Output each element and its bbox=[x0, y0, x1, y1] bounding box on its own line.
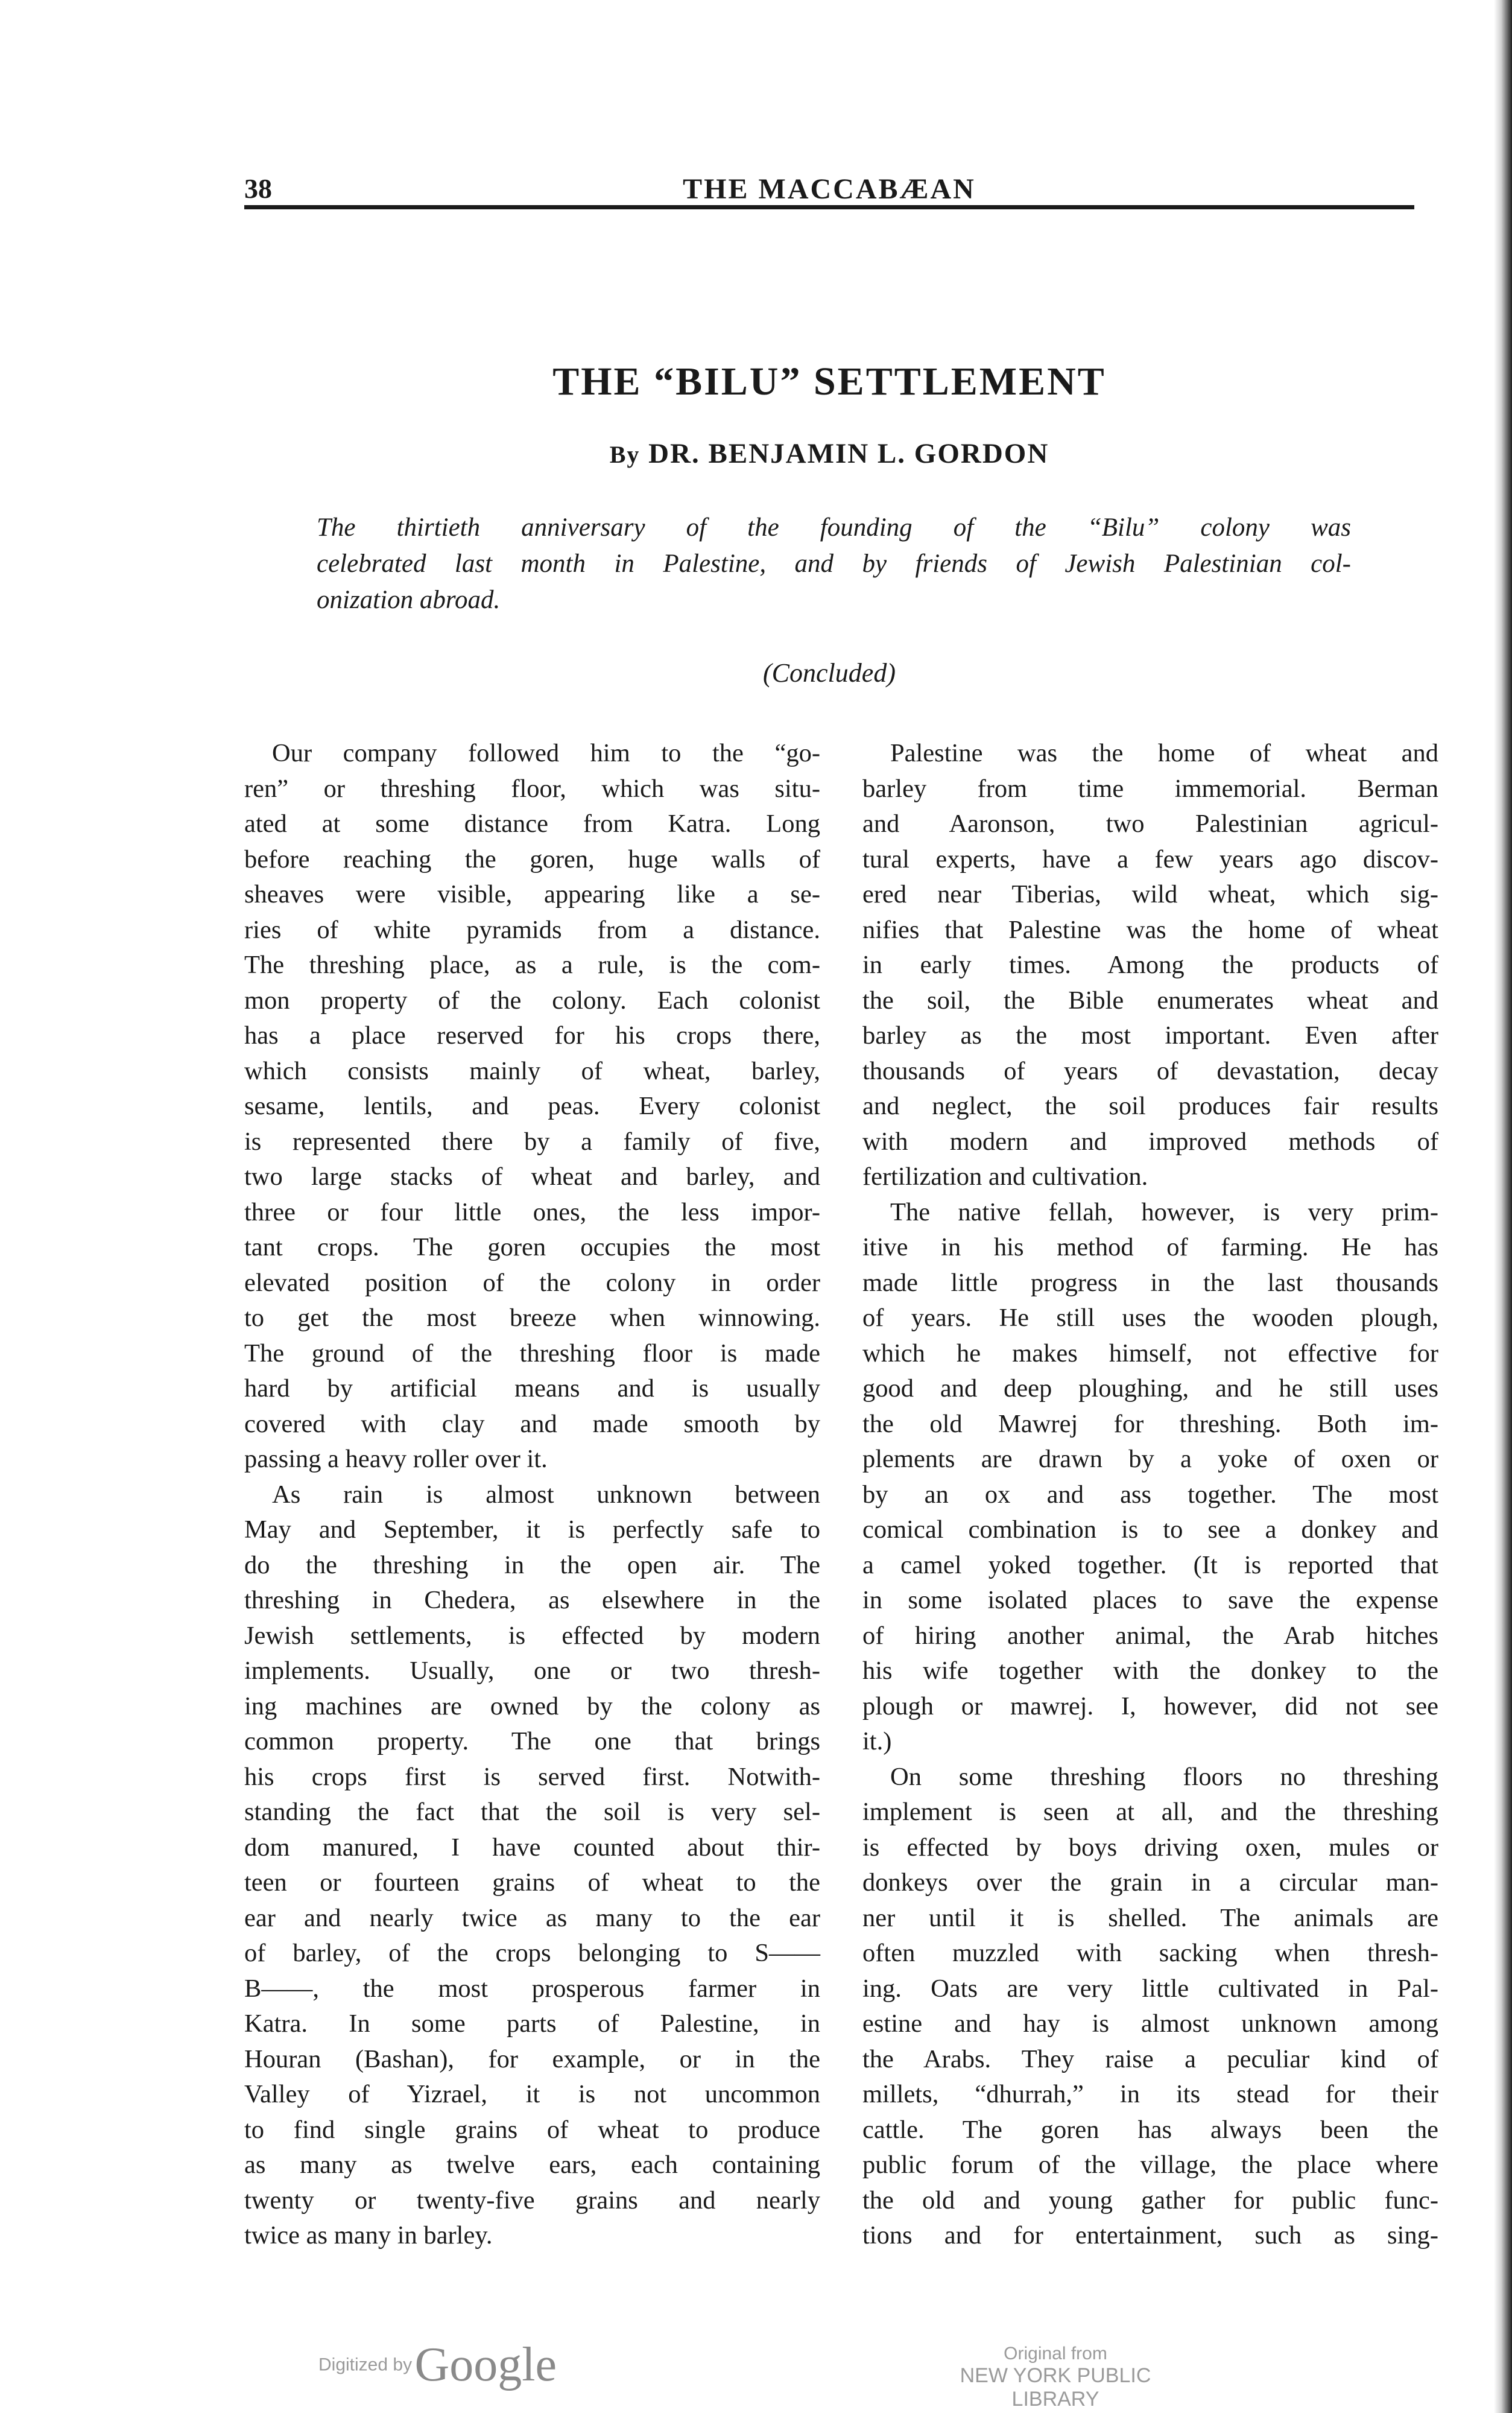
text-line: teen or fourteen grains of wheat to the bbox=[244, 1868, 820, 1897]
text-line: is represented there by a family of five, bbox=[244, 1127, 820, 1156]
text-line: standing the fact that the soil is very sel- bbox=[244, 1798, 820, 1826]
scan-edge-shadow bbox=[1494, 0, 1512, 2413]
original-from-label: Original from bbox=[1004, 2344, 1107, 2364]
text-line: donkeys over the grain in a circular man- bbox=[862, 1868, 1438, 1897]
byline-author: DR. BENJAMIN L. GORDON bbox=[648, 438, 1049, 469]
text-line: Palestine was the home of wheat and bbox=[890, 739, 1438, 767]
text-line: Jewish settlements, is effected by modern bbox=[244, 1621, 820, 1650]
text-line: ear and nearly twice as many to the ear bbox=[244, 1903, 820, 1932]
text-line: plements are drawn by a yoke of oxen or bbox=[862, 1445, 1438, 1473]
running-title: THE MACCABÆAN bbox=[683, 173, 976, 205]
text-line: public forum of the village, the place where bbox=[862, 2151, 1438, 2179]
text-line: dom manured, I have counted about thir- bbox=[244, 1833, 820, 1862]
text-line: thousands of years of devastation, decay bbox=[862, 1056, 1438, 1085]
text-line: The ground of the threshing floor is made bbox=[244, 1339, 820, 1368]
text-line: before reaching the goren, huge walls of bbox=[244, 845, 820, 874]
text-line: covered with clay and made smooth by bbox=[244, 1409, 820, 1438]
text-line: hard by artificial means and is usually bbox=[244, 1374, 820, 1403]
text-line: cattle. The goren has always been the bbox=[862, 2115, 1438, 2144]
text-line: millets, “dhurrah,” in its stead for their bbox=[862, 2080, 1438, 2108]
text-line: has a place reserved for his crops there, bbox=[244, 1021, 820, 1050]
digitized-by-google bbox=[318, 2338, 557, 2391]
text-line: the old and young gather for public func- bbox=[862, 2186, 1438, 2215]
text-line: nifies that Palestine was the home of wheat bbox=[862, 915, 1438, 944]
text-line: Houran (Bashan), for example, or in the bbox=[244, 2044, 820, 2073]
text-line: as many as twelve ears, each containing bbox=[244, 2151, 820, 2179]
text-line: in early times. Among the products of bbox=[862, 951, 1438, 979]
text-line: estine and hay is almost unknown among bbox=[862, 2009, 1438, 2038]
text-line: ries of white pyramids from a distance. bbox=[244, 915, 820, 944]
intro-line: The thirtieth anniversary of the founding of the “Bilu” colony was bbox=[317, 513, 1351, 542]
text-line: his crops first is served first. Notwith- bbox=[244, 1762, 820, 1791]
text-line: of years. He still uses the wooden plough, bbox=[862, 1304, 1438, 1332]
byline-by: By bbox=[609, 441, 641, 468]
text-line: ated at some distance from Katra. Long bbox=[244, 810, 820, 838]
google-logo: Google bbox=[414, 2338, 557, 2391]
byline bbox=[244, 437, 1414, 470]
text-line: ren” or threshing floor, which was situ- bbox=[244, 774, 820, 803]
text-line: a camel yoked together. (It is reported that bbox=[862, 1550, 1438, 1579]
text-line: often muzzled with sacking when thresh- bbox=[862, 1939, 1438, 1967]
text-line: two large stacks of wheat and barley, and bbox=[244, 1162, 820, 1191]
intro-line: onization abroad. bbox=[317, 586, 501, 614]
text-line: plough or mawrej. I, however, did not see bbox=[862, 1692, 1438, 1720]
text-line: made little progress in the last thousands bbox=[862, 1268, 1438, 1297]
text-line: ered near Tiberias, wild wheat, which sig- bbox=[862, 880, 1438, 908]
text-line: barley as the most important. Even after bbox=[862, 1021, 1438, 1050]
intro-line: celebrated last month in Palestine, and by friends of Jewish Palestinian col- bbox=[317, 550, 1351, 578]
text-line: sheaves were visible, appearing like a se- bbox=[244, 880, 820, 908]
text-line: in some isolated places to save the expense bbox=[862, 1586, 1438, 1614]
text-line: Our company followed him to the “go- bbox=[272, 739, 820, 767]
text-line: ing. Oats are very little cultivated in Pal- bbox=[862, 1974, 1438, 2003]
text-line: implement is seen at all, and the threshing bbox=[862, 1798, 1438, 1826]
text-line: do the threshing in the open air. The bbox=[244, 1550, 820, 1579]
text-line: sesame, lentils, and peas. Every colonist bbox=[244, 1092, 820, 1120]
text-line: The threshing place, as a rule, is the com- bbox=[244, 951, 820, 979]
text-line: elevated position of the colony in order bbox=[244, 1268, 820, 1297]
text-line: of barley, of the crops belonging to S—— bbox=[244, 1939, 820, 1967]
text-line: with modern and improved methods of bbox=[862, 1127, 1438, 1156]
text-line: of hiring another animal, the Arab hitches bbox=[862, 1621, 1438, 1650]
text-line: his wife together with the donkey to the bbox=[862, 1657, 1438, 1685]
article-title: THE “BILU” SETTLEMENT bbox=[552, 360, 1106, 404]
text-line: which he makes himself, not effective for bbox=[862, 1339, 1438, 1368]
text-line: mon property of the colony. Each colonist bbox=[244, 986, 820, 1015]
text-line: the soil, the Bible enumerates wheat and bbox=[862, 986, 1438, 1015]
text-line: and neglect, the soil produces fair results bbox=[862, 1092, 1438, 1120]
header-rule bbox=[244, 205, 1414, 209]
text-line: to get the most breeze when winnowing. bbox=[244, 1304, 820, 1332]
text-line: which consists mainly of wheat, barley, bbox=[244, 1056, 820, 1085]
text-column-right bbox=[862, 736, 1438, 2254]
article-intro bbox=[317, 510, 1351, 618]
text-line: by an ox and ass together. The most bbox=[862, 1480, 1438, 1509]
text-line: tant crops. The goren occupies the most bbox=[244, 1233, 820, 1261]
text-line: tions and for entertainment, such as sing- bbox=[862, 2221, 1438, 2250]
text-line: the Arabs. They raise a peculiar kind of bbox=[862, 2044, 1438, 2073]
text-line: The native fellah, however, is very prim- bbox=[890, 1197, 1438, 1226]
library-name: NEW YORK PUBLIC LIBRARY bbox=[960, 2364, 1151, 2411]
text-line: the old Mawrej for threshing. Both im- bbox=[862, 1409, 1438, 1438]
text-line: is effected by boys driving oxen, mules or bbox=[862, 1833, 1438, 1862]
text-line: ner until it is shelled. The animals are bbox=[862, 1903, 1438, 1932]
text-line: and Aaronson, two Palestinian agricul- bbox=[862, 810, 1438, 838]
text-line: it.) bbox=[862, 1727, 892, 1755]
text-line: common property. The one that brings bbox=[244, 1727, 820, 1755]
text-line: twice as many in barley. bbox=[244, 2221, 493, 2250]
text-line: On some threshing floors no threshing bbox=[890, 1762, 1438, 1791]
text-line: itive in his method of farming. He has bbox=[862, 1233, 1438, 1261]
text-line: As rain is almost unknown between bbox=[272, 1480, 820, 1509]
text-line: to find single grains of wheat to produce bbox=[244, 2115, 820, 2144]
text-line: B——, the most prosperous farmer in bbox=[244, 1974, 820, 2003]
text-column-left bbox=[244, 736, 820, 2254]
concluded-note: (Concluded) bbox=[763, 658, 896, 688]
text-line: good and deep ploughing, and he still uses bbox=[862, 1374, 1438, 1403]
page-number: 38 bbox=[244, 173, 272, 204]
digitized-by-label: Digitized by bbox=[318, 2354, 413, 2375]
text-line: fertilization and cultivation. bbox=[862, 1162, 1148, 1191]
text-line: implements. Usually, one or two thresh- bbox=[244, 1657, 820, 1685]
text-line: ing machines are owned by the colony as bbox=[244, 1692, 820, 1720]
text-line: Katra. In some parts of Palestine, in bbox=[244, 2009, 820, 2038]
text-line: barley from time immemorial. Berman bbox=[862, 774, 1438, 803]
text-line: May and September, it is perfectly safe to bbox=[244, 1515, 820, 1544]
text-line: passing a heavy roller over it. bbox=[244, 1445, 548, 1473]
text-line: tural experts, have a few years ago discov- bbox=[862, 845, 1438, 874]
text-line: three or four little ones, the less impor- bbox=[244, 1197, 820, 1226]
text-line: threshing in Chedera, as elsewhere in the bbox=[244, 1586, 820, 1614]
text-line: comical combination is to see a donkey and bbox=[862, 1515, 1438, 1544]
text-line: twenty or twenty-five grains and nearly bbox=[244, 2186, 820, 2215]
text-line: Valley of Yizrael, it is not uncommon bbox=[244, 2080, 820, 2108]
original-source bbox=[920, 2344, 1191, 2411]
